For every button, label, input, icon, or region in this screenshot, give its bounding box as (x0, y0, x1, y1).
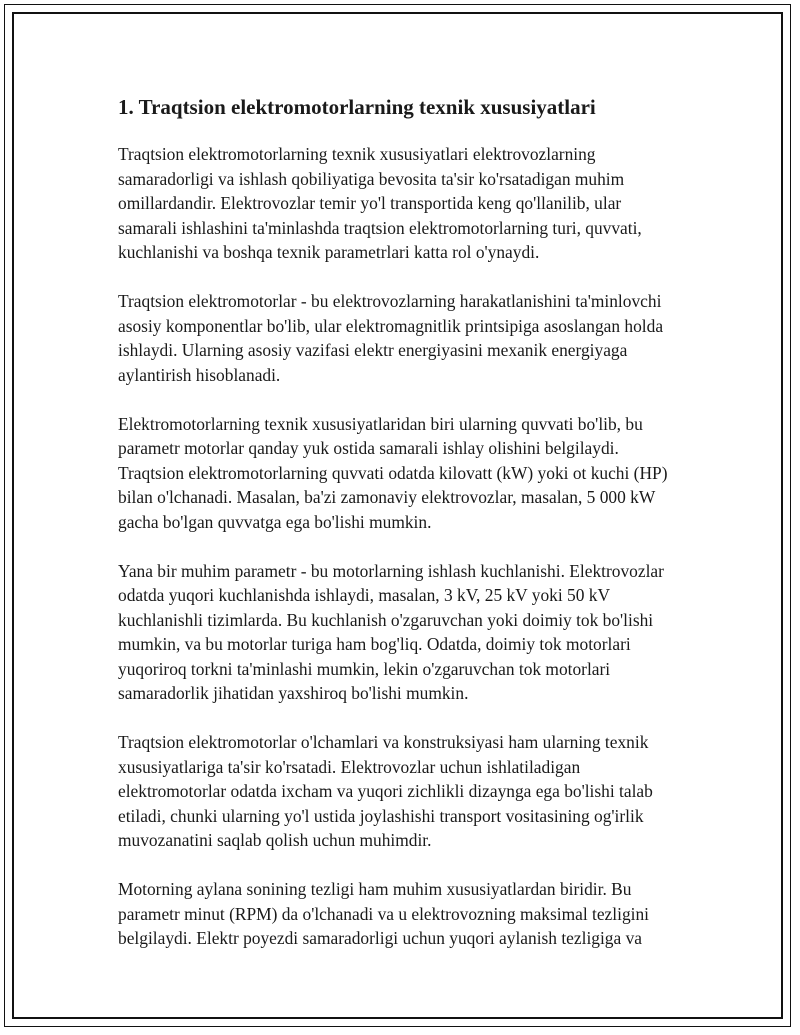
section-heading: 1. Traqtsion elektromotorlarning texnik xususiyatlari (118, 95, 596, 119)
paragraph-3: Elektromotorlarning texnik xususiyatlaridan biri ularning quvvati bo'lib, bu parametr motorlar qanday yuk ostida samarali ishlay olishini belgilaydi. Traqtsion elektromotorlarning quvvati odatda kilovatt (kW) yoki ot kuchi (HP) bilan o'lchanadi. Masalan, ba'zi zamonaviy elektrovozlar, masalan, 5 000 kW gacha bo'lgan quvvatga ega bo'lishi mumkin. (118, 413, 668, 532)
paragraph-4: Yana bir muhim parametr - bu motorlarning ishlash kuchlanishi. Elektrovozlar odatda yuqori kuchlanishda ishlaydi, masalan, 3 kV, 25 kV yoki 50 kV kuchlanishli tizimlarda. Bu kuchlanish o'zgaruvchan yoki doimiy tok bo'lishi mumkin, va bu motorlar turiga ham bog'liq. Odatda, doimiy tok motorlari yuqoriroq torkni ta'minlashi mumkin, lekin o'zgaruvchan tok motorlari samaradorlik jihatidan yaxshiroq bo'lishi mumkin. (118, 560, 664, 703)
document-body (118, 94, 678, 975)
paragraph-1: Traqtsion elektromotorlarning texnik xususiyatlari elektrovozlarning samaradorligi va ishlash qobiliyatiga bevosita ta'sir ko'rsatadigan muhim omillardandir. Elektrovozlar temir yo'l transportida keng qo'llanilib, ular samarali ishlashini ta'minlashda traqtsion elektromotorlarning turi, quvvati, kuchlanishi va boshqa texnik parametrlari katta rol o'ynaydi. (118, 144, 642, 262)
paragraph-5: Traqtsion elektromotorlar o'lchamlari va konstruksiyasi ham ularning texnik xususiyatlariga ta'sir ko'rsatadi. Elektrovozlar uchun ishlatiladigan elektromotorlar odatda ixcham va yuqori zichlikli dizaynga ega bo'lishi talab etiladi, chunki ularning yo'l ustida joylashishi transport vositasining og'irlik muvozanatini saqlab qolish uchun muhimdir. (118, 732, 653, 850)
paragraph-6: Motorning aylana sonining tezligi ham muhim xususiyatlardan biridir. Bu parametr minut (RPM) da o'lchanadi va u elektrovozning maksimal tezligini belgilaydi. Elektr poyezdi samaradorligi uchun yuqori aylanish tezligiga va (118, 879, 649, 948)
paragraph-2: Traqtsion elektromotorlar - bu elektrovozlarning harakatlanishini ta'minlovchi asosiy komponentlar bo'lib, ular elektromagnitlik printsipiga asoslangan holda ishlaydi. Ularning asosiy vazifasi elektr energiyasini mexanik energiyaga aylantirish hisoblanadi. (118, 291, 664, 385)
